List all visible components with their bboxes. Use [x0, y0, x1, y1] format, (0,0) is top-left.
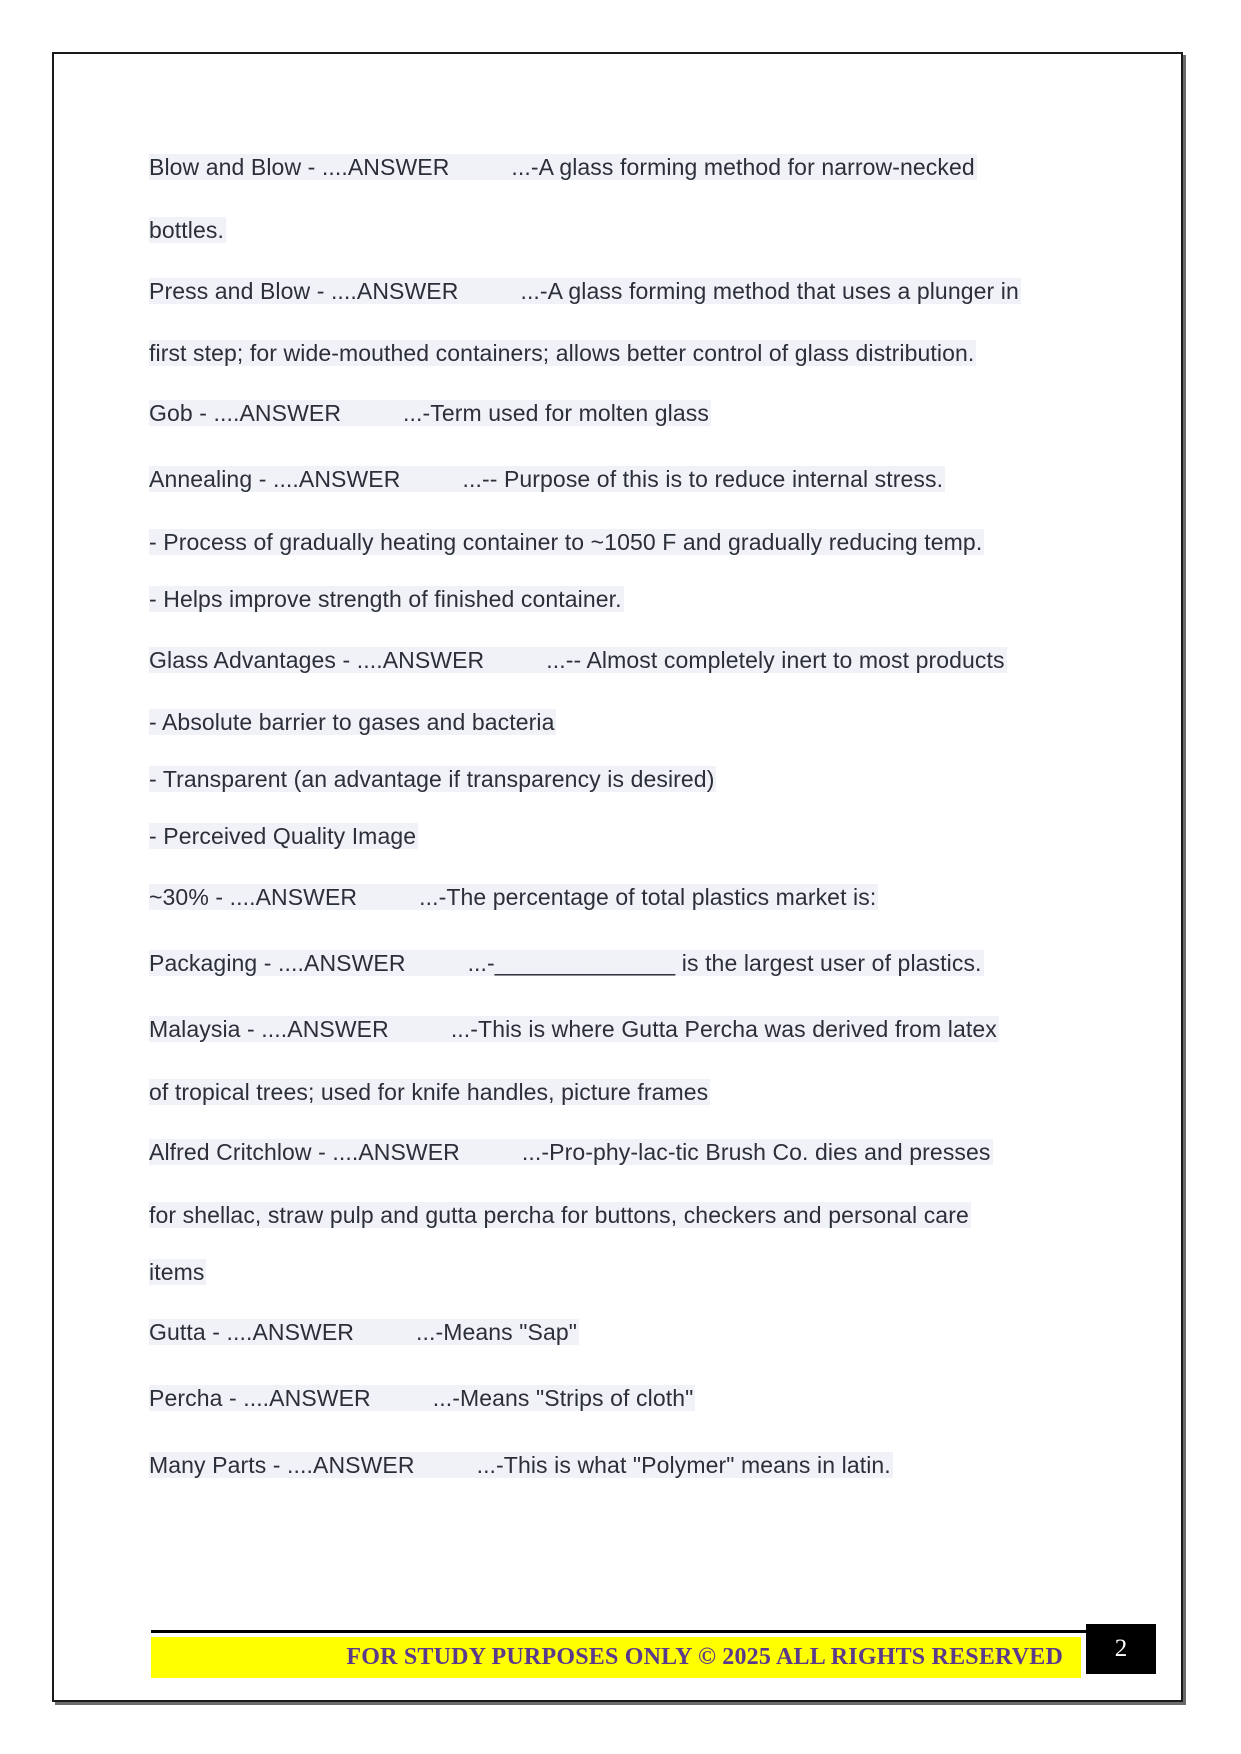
entry-annealing: [149, 464, 945, 495]
entry-term: Annealing - ....ANSWER: [149, 466, 401, 492]
page-number: 2: [1086, 1624, 1156, 1674]
entry-continuation: bottles.: [149, 217, 224, 243]
entry-term: Gob - ....ANSWER: [149, 400, 342, 426]
entry-definition: ...-Means "Strips of cloth": [432, 1385, 694, 1411]
entry-bullet: - Helps improve strength of finished container.: [149, 586, 622, 612]
entry-definition: ...-A glass forming method that uses a plunger in: [520, 278, 1019, 304]
entry-term: Glass Advantages - ....ANSWER: [149, 647, 485, 673]
entry-continuation: first step; for wide-mouthed containers; allows better control of glass distribution.: [149, 340, 975, 366]
footer-bar: [151, 1637, 1081, 1678]
entry-30-percent: [149, 882, 878, 913]
entry-malaysia: [149, 1014, 999, 1045]
entry-definition: ...-This is what "Polymer" means in latin.: [476, 1452, 891, 1478]
entry-bullet: - Absolute barrier to gases and bacteria: [149, 709, 555, 735]
entry-definition: ...-Term used for molten glass: [403, 400, 709, 426]
entry-continuation: for shellac, straw pulp and gutta percha for buttons, checkers and personal care: [149, 1202, 969, 1228]
entry-glass-advantages: [149, 645, 1007, 676]
entry-blow-and-blow: [149, 152, 977, 183]
entry-definition: ...-- Purpose of this is to reduce internal stress.: [462, 466, 944, 492]
entry-press-and-blow: [149, 276, 1021, 307]
entry-bullet: - Perceived Quality Image: [149, 823, 417, 849]
entry-term: Blow and Blow - ....ANSWER: [149, 154, 450, 180]
entry-term: ~30% - ....ANSWER: [149, 884, 358, 910]
entry-packaging: [149, 948, 984, 979]
entry-alfred-critchlow: [149, 1137, 993, 1168]
entry-term: Alfred Critchlow - ....ANSWER: [149, 1139, 460, 1165]
footer-notice: FOR STUDY PURPOSES ONLY © 2025 ALL RIGHTS RESERVED: [346, 1644, 1063, 1670]
entry-definition: ...-This is where Gutta Percha was derived from latex: [450, 1016, 997, 1042]
entry-term: Packaging - ....ANSWER: [149, 950, 406, 976]
entry-gob: [149, 398, 711, 429]
entry-bullet: - Transparent (an advantage if transparency is desired): [149, 766, 715, 792]
entry-term: Many Parts - ....ANSWER: [149, 1452, 415, 1478]
entry-definition: ...-Pro-phy-lac-tic Brush Co. dies and presses: [521, 1139, 991, 1165]
footer-rule: [151, 1630, 1087, 1633]
entry-definition: ...-A glass forming method for narrow-necked: [511, 154, 975, 180]
entry-bullet: - Process of gradually heating container to ~1050 F and gradually reducing temp.: [149, 529, 983, 555]
entry-many-parts: [149, 1450, 893, 1481]
entry-continuation: of tropical trees; used for knife handles, picture frames: [149, 1079, 709, 1105]
entry-continuation: items: [149, 1259, 205, 1285]
entry-gutta: [149, 1317, 579, 1348]
entry-definition: ...-The percentage of total plastics market is:: [419, 884, 877, 910]
entry-term: Percha - ....ANSWER: [149, 1385, 371, 1411]
entry-definition: ...-- Almost completely inert to most products: [546, 647, 1005, 673]
entry-term: Gutta - ....ANSWER: [149, 1319, 355, 1345]
entry-percha: [149, 1383, 695, 1414]
entry-definition: ...-______________ is the largest user of plastics.: [467, 950, 982, 976]
entry-definition: ...-Means "Sap": [416, 1319, 578, 1345]
entry-term: Malaysia - ....ANSWER: [149, 1016, 389, 1042]
entry-term: Press and Blow - ....ANSWER: [149, 278, 459, 304]
